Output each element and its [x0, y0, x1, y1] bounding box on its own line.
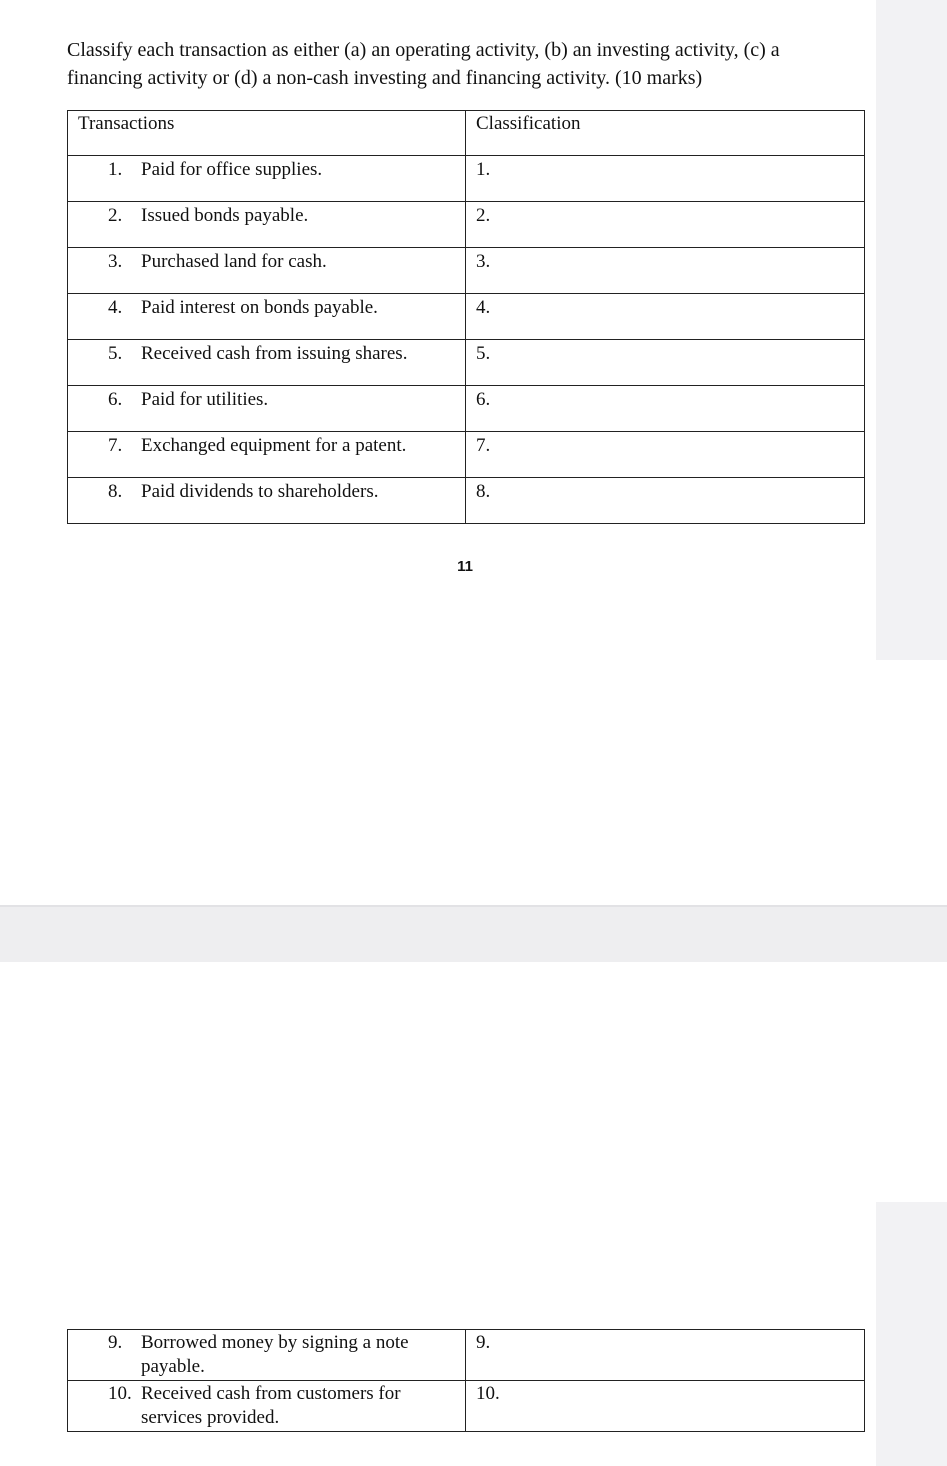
table-row [68, 340, 865, 386]
transactions-table-continued [67, 1329, 865, 1432]
row-number: 8. [108, 481, 123, 502]
table-row [68, 294, 865, 340]
transaction-text: Paid dividends to shareholders. [141, 481, 379, 502]
classification-cell[interactable]: 9. [476, 1332, 491, 1353]
row-number: 6. [108, 389, 123, 410]
transaction-text: Paid interest on bonds payable. [141, 297, 378, 318]
table-row [68, 1381, 865, 1432]
transaction-text: Purchased land for cash. [141, 251, 327, 272]
row-number: 3. [108, 251, 123, 272]
transactions-table [67, 110, 865, 524]
page-number: 11 [457, 558, 473, 575]
header-classification: Classification [466, 111, 865, 156]
table-row [68, 248, 865, 294]
row-number: 1. [108, 159, 123, 180]
classification-cell[interactable]: 8. [476, 481, 491, 502]
classification-cell[interactable]: 7. [476, 435, 491, 456]
row-number: 4. [108, 297, 123, 318]
transaction-text: Paid for utilities. [141, 389, 269, 410]
classification-cell[interactable]: 3. [476, 251, 491, 272]
table-row [68, 478, 865, 524]
classification-cell[interactable]: 4. [476, 297, 491, 318]
page-separator [0, 905, 947, 962]
viewer-side-panel [876, 1202, 947, 1466]
table-row [68, 156, 865, 202]
row-number: 5. [108, 343, 123, 364]
classification-cell[interactable]: 1. [476, 159, 491, 180]
table-header-row [68, 111, 865, 156]
row-number: 7. [108, 435, 123, 456]
classification-cell[interactable]: 10. [476, 1383, 500, 1404]
table-row [68, 432, 865, 478]
row-number: 10. [108, 1383, 132, 1404]
classification-cell[interactable]: 2. [476, 205, 491, 226]
row-number: 2. [108, 205, 123, 226]
classification-cell[interactable]: 5. [476, 343, 491, 364]
transaction-text: Exchanged equipment for a patent. [141, 435, 407, 456]
classification-cell[interactable]: 6. [476, 389, 491, 410]
table-row [68, 202, 865, 248]
instructions-text: Classify each transaction as either (a) an operating activity, (b) an investing activity, (c) a financing activity or (d) a non-cash investing and financing activity. (10 marks) [67, 39, 780, 89]
transaction-text: Borrowed money by signing a note payable. [141, 1332, 409, 1377]
table-row [68, 1330, 865, 1381]
transaction-text: Received cash from issuing shares. [141, 343, 408, 364]
transaction-text: Received cash from customers for services provided. [141, 1383, 401, 1428]
transaction-text: Issued bonds payable. [141, 205, 309, 226]
transaction-text: Paid for office supplies. [141, 159, 323, 180]
row-number: 9. [108, 1332, 123, 1353]
header-transactions: Transactions [68, 111, 466, 156]
table-row [68, 386, 865, 432]
